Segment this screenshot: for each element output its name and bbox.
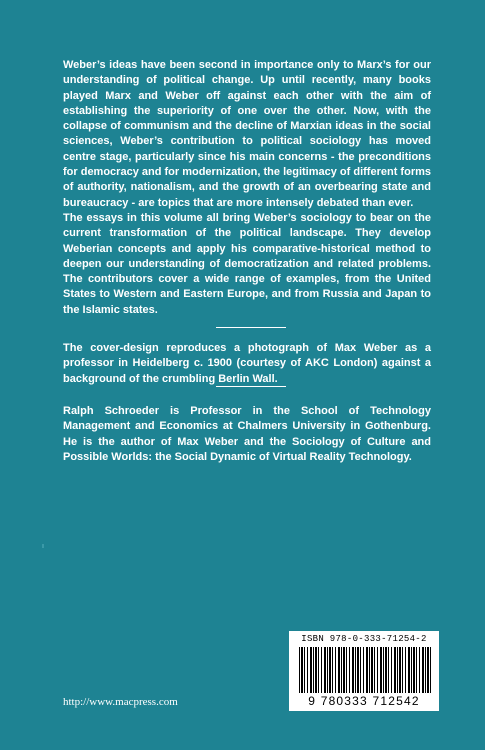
publisher-website-link[interactable]: http://www.macpress.com bbox=[63, 696, 178, 708]
barcode-bars bbox=[299, 647, 431, 693]
description-paragraph-1: Weber’s ideas have been second in importance only to Marx’s for our understanding of political change. Up until recently, many books played Marx and Weber off against each other with the aim of establishing the superiority of one over the other. Now, with the collapse of communism and the decline of Marxian ideas in the social sciences, Weber’s contribution to political sociology has moved centre stage, particularly since his main concerns - the preconditions for democracy and for modernization, the legitimacy of different forms of authority, nationalism, and the growth of an overbearing state and bureaucracy - are topics that are more intensely debated than ever. bbox=[63, 59, 431, 209]
barcode-digits: 9 780333 712542 bbox=[308, 694, 420, 708]
divider-line bbox=[216, 327, 286, 328]
description-paragraph-2: The essays in this volume all bring Weber’s sociology to bear on the current transformation of the political landscape. They develop Weberian concepts and apply his comparative-historical method to deepen our understanding of democratization and related problems. The contributors cover a wide range of examples, from the United States to Western and Eastern Europe, and from Russia and Japan to the Islamic states. bbox=[63, 212, 431, 316]
author-bio: Ralph Schroeder is Professor in the School of Technology Management and Economics at Chalmers University in Gothenburg. He is the author of Max Weber and the Sociology of Culture and Possible Worlds: the Social Dynamic of Virtual Reality Technology. bbox=[63, 405, 431, 463]
isbn-label: ISBN 978-0-333-71254-2 bbox=[301, 634, 427, 644]
barcode bbox=[289, 631, 439, 711]
divider-line bbox=[216, 386, 286, 387]
print-speck bbox=[42, 544, 44, 548]
cover-design-note: The cover-design reproduces a photograph of Max Weber as a professor in Heidelberg c. 1900 (courtesy of AKC London) against a background of the crumbling Berlin Wall. bbox=[63, 342, 431, 385]
